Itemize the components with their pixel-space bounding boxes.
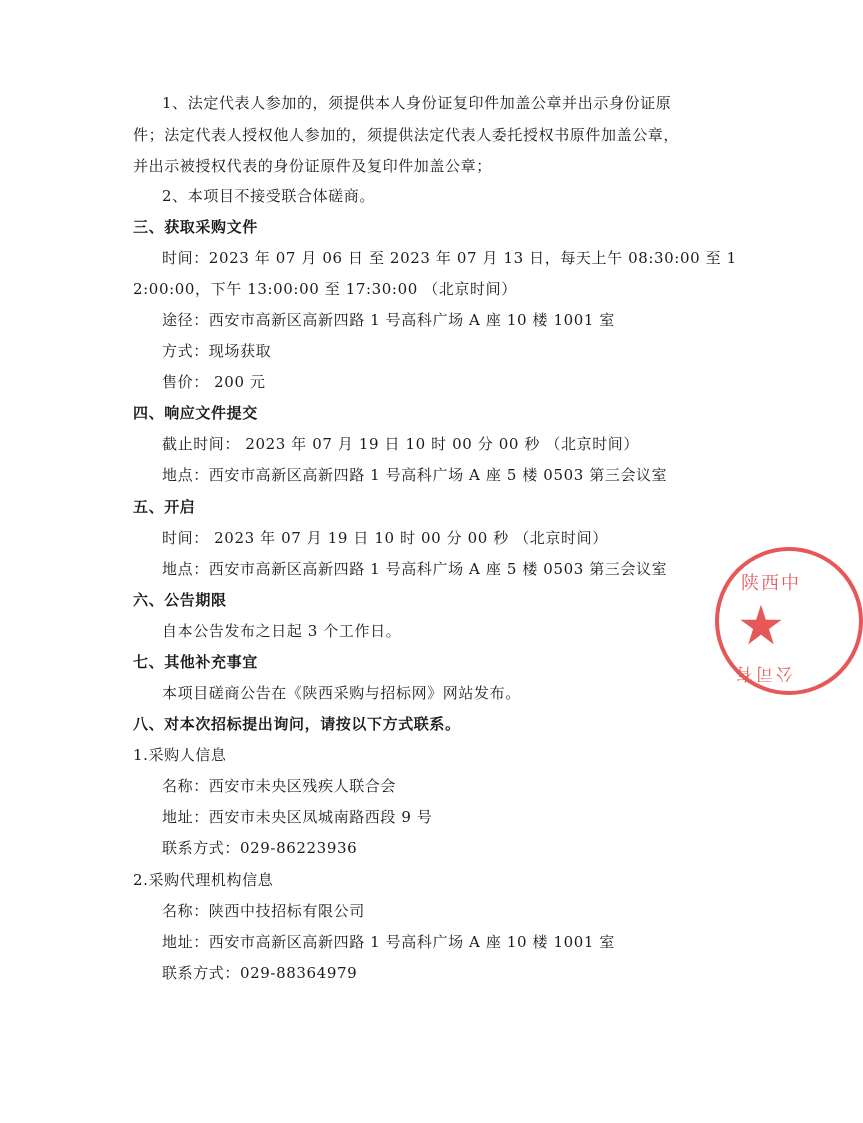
section-heading: 三、获取采购文件 [133, 218, 258, 236]
section-heading: 八、对本次招标提出询问，请按以下方式联系。 [133, 715, 461, 733]
text-line: 2.采购代理机构信息 [133, 871, 274, 889]
text-line: 地点：西安市高新区高新四路 1 号高科广场 A 座 5 楼 0503 第三会议室 [162, 560, 668, 578]
text-line: 联系方式：029-88364979 [162, 964, 358, 982]
section-heading: 五、开启 [133, 498, 196, 516]
official-seal [715, 547, 863, 695]
section-heading: 四、响应文件提交 [133, 404, 258, 422]
text-line: 2:00:00，下午 13:00:00 至 17:30:00 （北京时间） [133, 280, 517, 298]
text-line: 售价： 200 元 [162, 373, 266, 391]
text-line: 截止时间： 2023 年 07 月 19 日 10 时 00 分 00 秒 （北京时间） [162, 435, 639, 453]
text-line: 地址：西安市未央区凤城南路西段 9 号 [162, 808, 433, 826]
text-line: 自本公告发布之日起 3 个工作日。 [162, 622, 402, 640]
text-line: 方式：现场获取 [162, 342, 272, 360]
star-icon [739, 603, 783, 647]
seal-top-text: 陕西中 [741, 573, 801, 594]
section-heading: 六、公告期限 [133, 591, 227, 609]
text-line: 名称：陕西中技招标有限公司 [162, 902, 365, 920]
text-line: 并出示被授权代表的身份证原件及复印件加盖公章； [133, 157, 492, 175]
text-line: 本项目磋商公告在《陕西采购与招标网》网站发布。 [162, 684, 521, 702]
text-line: 名称：西安市未央区残疾人联合会 [162, 777, 397, 795]
text-line: 途径：西安市高新区高新四路 1 号高科广场 A 座 10 楼 1001 室 [162, 311, 615, 329]
text-line: 地址：西安市高新区高新四路 1 号高科广场 A 座 10 楼 1001 室 [162, 933, 615, 951]
seal-bottom-text: 公司有 [733, 663, 793, 683]
text-line: 2、本项目不接受联合体磋商。 [162, 187, 375, 205]
text-line: 件；法定代表人授权他人参加的，须提供法定代表人委托授权书原件加盖公章， [133, 126, 680, 144]
text-line: 地点：西安市高新区高新四路 1 号高科广场 A 座 5 楼 0503 第三会议室 [162, 466, 668, 484]
text-line: 时间： 2023 年 07 月 19 日 10 时 00 分 00 秒 （北京时间） [162, 529, 608, 547]
text-line: 1.采购人信息 [133, 746, 227, 764]
text-line: 1、法定代表人参加的，须提供本人身份证复印件加盖公章并出示身份证原 [162, 94, 672, 112]
text-line: 联系方式：029-86223936 [162, 839, 358, 857]
text-line: 时间：2023 年 07 月 06 日 至 2023 年 07 月 13 日，每天上午 08:30:00 至 1 [162, 249, 737, 267]
section-heading: 七、其他补充事宜 [133, 653, 258, 671]
